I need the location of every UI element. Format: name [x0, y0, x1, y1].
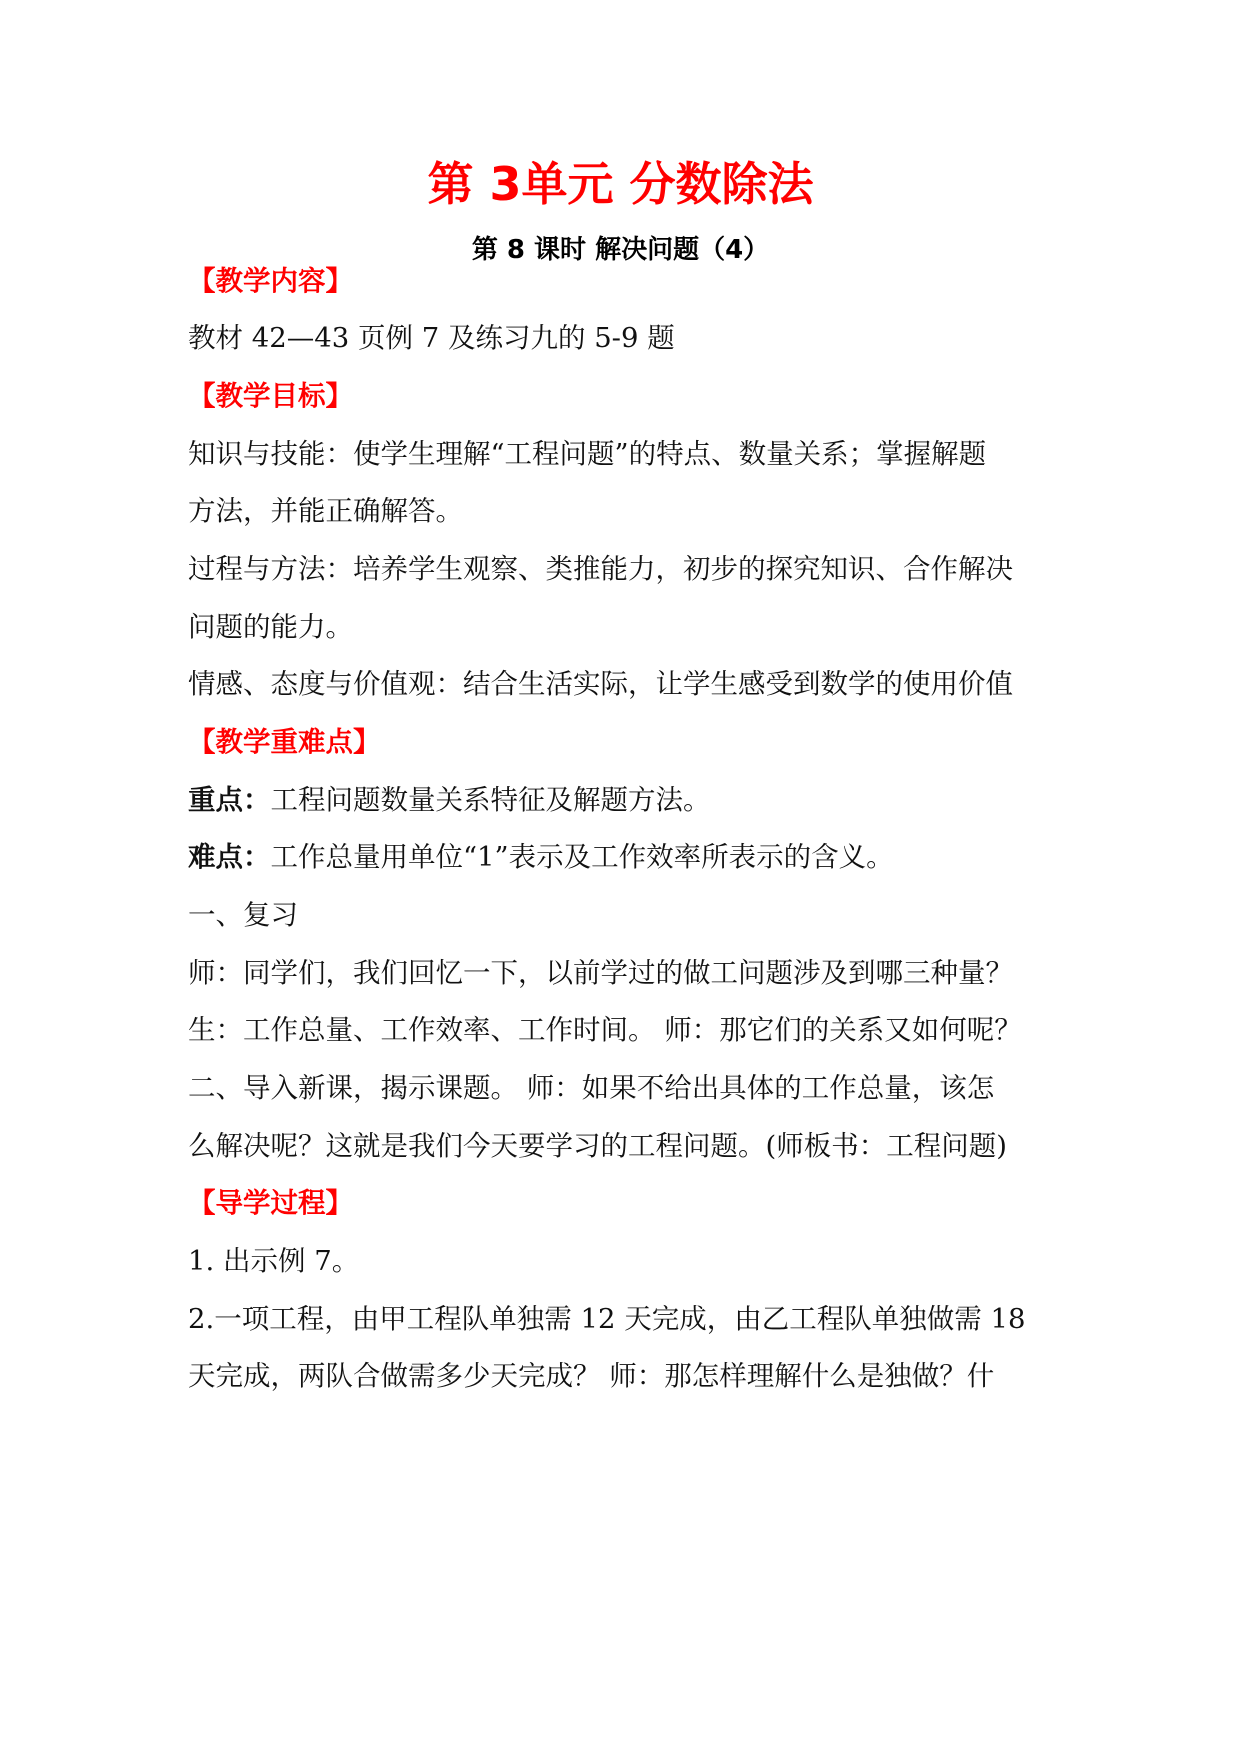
body-line: 知识与技能：使学生理解“工程问题”的特点、数量关系；掌握解题	[188, 438, 987, 470]
section-heading-teaching-content: 【教学内容】	[188, 265, 353, 297]
body-line: 问题的能力。	[188, 611, 353, 643]
unit-title: 第 3单元 分数除法	[427, 157, 814, 211]
body-line: 2.一项工程，由甲工程队单独需 12 天完成，由乙工程队单独做需 18	[188, 1303, 1026, 1335]
body-line: 方法，并能正确解答。	[188, 495, 463, 527]
key-point-label: 重点：	[188, 784, 271, 816]
body-line: 二、导入新课，揭示课题。 师：如果不给出具体的工作总量，该怎	[188, 1072, 995, 1104]
difficult-point-text: 工作总量用单位“1”表示及工作效率所表示的含义。	[270, 841, 894, 873]
body-line: 过程与方法：培养学生观察、类推能力，初步的探究知识、合作解决	[188, 553, 1013, 585]
section-heading-teaching-goals: 【教学目标】	[188, 380, 353, 412]
body-line: 天完成，两队合做需多少天完成？ 师：那怎样理解什么是独做？什	[188, 1360, 995, 1392]
section-heading-key-points: 【教学重难点】	[188, 726, 381, 758]
body-line: 1. 出示例 7。	[188, 1245, 360, 1277]
lesson-subtitle: 第 8 课时 解决问题（4）	[471, 235, 770, 265]
body-line: 么解决呢？这就是我们今天要学习的工程问题。(师板书：工程问题)	[188, 1130, 1007, 1162]
body-line: 师：同学们，我们回忆一下，以前学过的做工问题涉及到哪三种量？	[188, 957, 1013, 989]
key-point-text: 工程问题数量关系特征及解题方法。	[270, 784, 711, 816]
section-heading-guided-process: 【导学过程】	[188, 1187, 353, 1219]
body-line: 教材 42—43 页例 7 及练习九的 5-9 题	[188, 322, 675, 354]
difficult-point-line	[188, 834, 894, 880]
body-line: 生：工作总量、工作效率、工作时间。 师：那它们的关系又如何呢？	[188, 1014, 1022, 1046]
key-point-line	[188, 777, 711, 823]
body-line: 一、复习	[188, 899, 298, 931]
body-line: 情感、态度与价值观：结合生活实际，让学生感受到数学的使用价值	[188, 668, 1013, 700]
difficult-point-label: 难点：	[188, 841, 271, 873]
